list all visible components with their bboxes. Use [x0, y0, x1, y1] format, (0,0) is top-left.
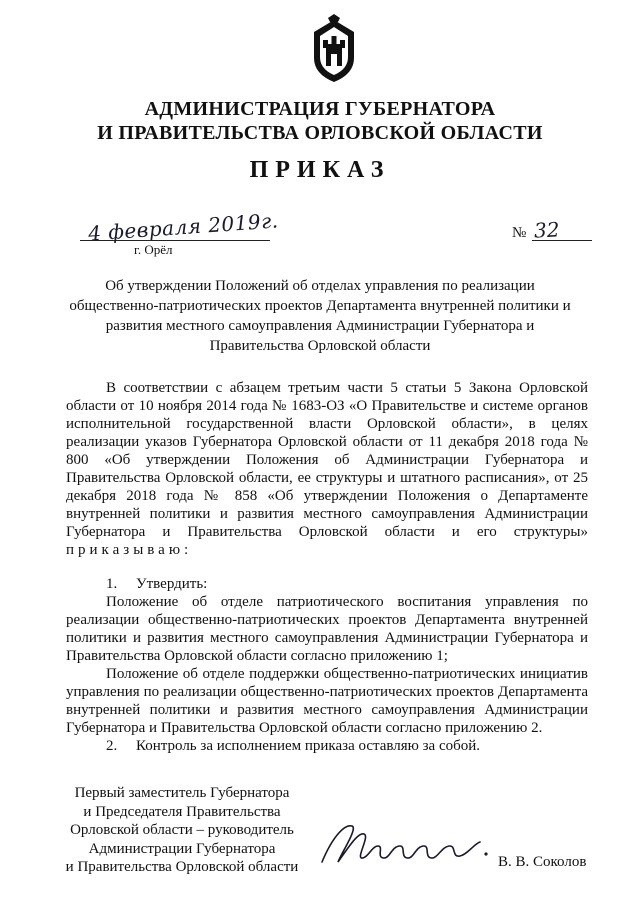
handwritten-signature	[318, 818, 494, 868]
decree-word: приказываю:	[66, 542, 193, 558]
order-item-1b: Положение об отделе поддержки общественно-патриотических инициатив управления по реализации общественно-патриотических проектов Департамента внутренней политики и развития местного самоуправления Администрации Губернатора и Правительства Орловской области согласно приложению 2.	[66, 666, 588, 736]
order-item-1: 1. Утвердить:	[106, 576, 208, 592]
signer-title-line: Администрации Губернатора	[88, 840, 276, 857]
coat-of-arms-icon	[306, 14, 362, 84]
signer-title	[62, 784, 302, 877]
handwritten-number: 32	[533, 217, 561, 243]
order-item-1a: Положение об отделе патриотического воспитания управления по реализации общественно-патриотических проектов Департамента внутренней политики и развития местного самоуправления Администрации Губернатора и Правительства Орловской области согласно приложению 1;	[66, 594, 588, 664]
signer-title-line: Первый заместитель Губернатора	[74, 785, 290, 801]
signer-name: В. В. Соколов	[498, 854, 587, 870]
handwritten-date: 4 февраля 2019г.	[87, 208, 280, 246]
document-subject: Об утверждении Положений об отделах управления по реализации общественно-патриотических проектов Департамента внутренней политики и развития местного самоуправления Администрации Губернатора и Правительства Орловской области	[69, 278, 571, 354]
city-label: г. Орёл	[134, 242, 173, 257]
number-underline	[532, 240, 592, 241]
order-item-2: 2. Контроль за исполнением приказа оставляю за собой.	[106, 738, 481, 754]
signer-title-line: Орловской области – руководитель	[70, 822, 294, 838]
preamble-text: В соответствии с абзацем третьим части 5 статьи 5 Закона Орловской области от 10 ноября 2014 года № 1683-ОЗ «О Правительстве и системе органов исполнительной государственной власти Орловской области», в целях реализации указов Губернатора Орловской области от 11 декабря 2018 года № 800 «Об утверждении Положения об Администрации Губернатора и Правительства Орловской области, ее структуры и штатного расписания», от 25 декабря 2018 года № 858 «Об утверждении Положения о Департаменте внутренней политики и развития местного самоуправления Администрации Губернатора и Правительства Орловской области и его структуры»	[66, 380, 588, 540]
organization-name-line1: АДМИНИСТРАЦИЯ ГУБЕРНАТОРА	[144, 98, 496, 120]
organization-name-line2: И ПРАВИТЕЛЬСТВА ОРЛОВСКОЙ ОБЛАСТИ	[97, 122, 543, 144]
number-label: №	[512, 225, 527, 241]
date-underline	[80, 240, 270, 241]
document-type-title: ПРИКАЗ	[249, 157, 391, 183]
signer-title-line: и Правительства Орловской области	[65, 859, 299, 875]
order-items	[66, 575, 588, 755]
signer-title-line: и Председателя Правительства	[83, 803, 281, 820]
preamble-paragraph	[66, 379, 588, 559]
